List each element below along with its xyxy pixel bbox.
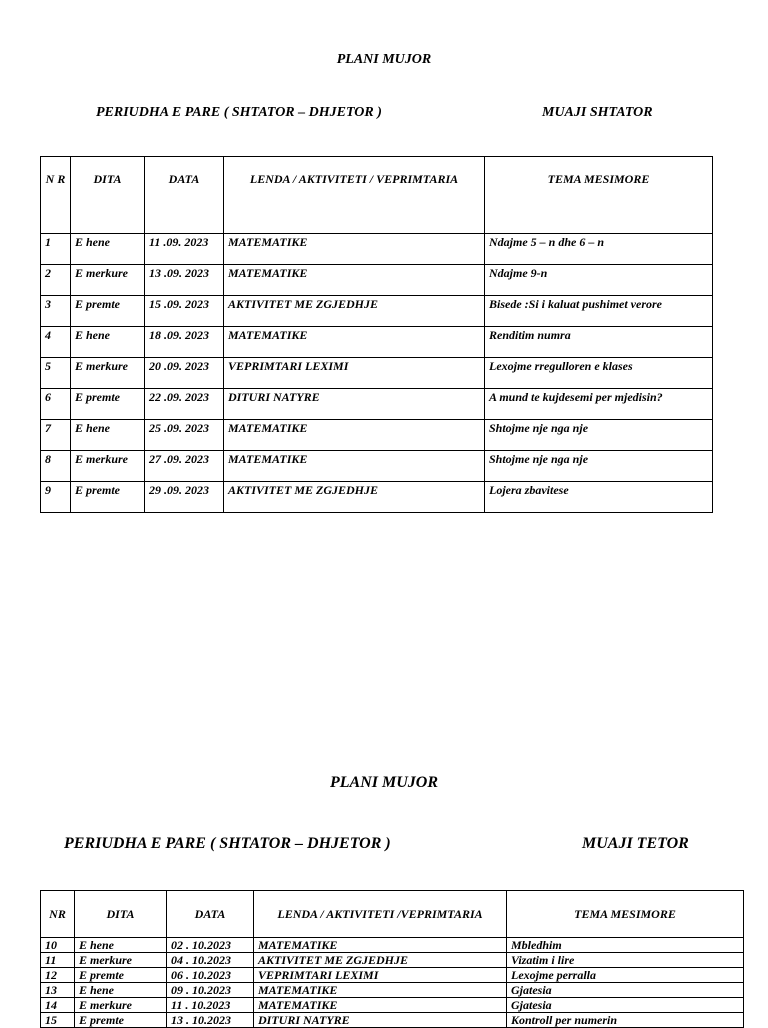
- column-header-tema: TEMA MESIMORE: [485, 157, 713, 234]
- cell-tema: Bisede :Si i kaluat pushimet verore: [485, 296, 713, 327]
- cell-data: 13 .09. 2023: [145, 265, 224, 296]
- period-label: PERIUDHA E PARE ( SHTATOR – DHJETOR ): [64, 835, 391, 852]
- cell-data: 25 .09. 2023: [145, 420, 224, 451]
- page-title: PLANI MUJOR: [336, 52, 432, 67]
- column-header-nr: N R: [41, 157, 71, 234]
- cell-lenda: MATEMATIKE: [224, 420, 485, 451]
- cell-tema: Ndajme 9-n: [485, 265, 713, 296]
- month-label: MUAJI TETOR: [582, 835, 689, 852]
- cell-dita: E merkure: [71, 265, 145, 296]
- cell-tema: Lojera zbavitese: [485, 482, 713, 513]
- cell-lenda: MATEMATIKE: [254, 938, 507, 953]
- cell-data: 15 .09. 2023: [145, 296, 224, 327]
- cell-dita: E premte: [71, 296, 145, 327]
- cell-tema: Mbledhim: [507, 938, 744, 953]
- cell-nr: 8: [41, 451, 71, 482]
- cell-lenda: VEPRIMTARI LEXIMI: [224, 358, 485, 389]
- cell-data: 29 .09. 2023: [145, 482, 224, 513]
- cell-nr: 10: [41, 938, 75, 953]
- table-row: [41, 265, 713, 296]
- cell-lenda: AKTIVITET ME ZGJEDHJE: [254, 953, 507, 968]
- plan-table-october: [40, 890, 744, 1028]
- table-row: [41, 953, 744, 968]
- cell-lenda: MATEMATIKE: [224, 265, 485, 296]
- cell-data: 11 . 10.2023: [167, 998, 254, 1013]
- cell-nr: 15: [41, 1013, 75, 1028]
- cell-dita: E hene: [71, 327, 145, 358]
- cell-data: 09 . 10.2023: [167, 983, 254, 998]
- cell-nr: 6: [41, 389, 71, 420]
- month-label: MUAJI SHTATOR: [542, 105, 653, 120]
- cell-nr: 12: [41, 968, 75, 983]
- table-header-row: [41, 157, 713, 234]
- cell-lenda: DITURI NATYRE: [224, 389, 485, 420]
- cell-nr: 1: [41, 234, 71, 265]
- table-header-row: [41, 891, 744, 938]
- cell-data: 04 . 10.2023: [167, 953, 254, 968]
- cell-lenda: MATEMATIKE: [224, 451, 485, 482]
- cell-data: 02 . 10.2023: [167, 938, 254, 953]
- cell-nr: 14: [41, 998, 75, 1013]
- table-row: [41, 358, 713, 389]
- cell-dita: E merkure: [71, 451, 145, 482]
- cell-lenda: AKTIVITET ME ZGJEDHJE: [224, 296, 485, 327]
- cell-tema: Renditim numra: [485, 327, 713, 358]
- cell-dita: E hene: [75, 938, 167, 953]
- cell-data: 27 .09. 2023: [145, 451, 224, 482]
- cell-nr: 9: [41, 482, 71, 513]
- cell-lenda: MATEMATIKE: [254, 998, 507, 1013]
- table-row: [41, 998, 744, 1013]
- cell-dita: E hene: [75, 983, 167, 998]
- cell-nr: 7: [41, 420, 71, 451]
- cell-nr: 11: [41, 953, 75, 968]
- table-row: [41, 482, 713, 513]
- table-row: [41, 296, 713, 327]
- column-header-data: DATA: [167, 891, 254, 938]
- cell-nr: 2: [41, 265, 71, 296]
- cell-tema: Kontroll per numerin: [507, 1013, 744, 1028]
- cell-lenda: DITURI NATYRE: [254, 1013, 507, 1028]
- cell-lenda: MATEMATIKE: [224, 234, 485, 265]
- period-label: PERIUDHA E PARE ( SHTATOR – DHJETOR ): [96, 105, 382, 120]
- cell-nr: 5: [41, 358, 71, 389]
- cell-tema: Gjatesia: [507, 998, 744, 1013]
- column-header-dita: DITA: [75, 891, 167, 938]
- cell-dita: E merkure: [71, 358, 145, 389]
- table-row: [41, 968, 744, 983]
- cell-dita: E merkure: [75, 998, 167, 1013]
- cell-tema: Lexojme perralla: [507, 968, 744, 983]
- cell-dita: E premte: [75, 968, 167, 983]
- cell-dita: E premte: [75, 1013, 167, 1028]
- column-header-lenda: LENDA / AKTIVITETI /VEPRIMTARIA: [254, 891, 507, 938]
- cell-dita: E merkure: [75, 953, 167, 968]
- cell-dita: E premte: [71, 482, 145, 513]
- column-header-data: DATA: [145, 157, 224, 234]
- cell-lenda: MATEMATIKE: [224, 327, 485, 358]
- column-header-tema: TEMA MESIMORE: [507, 891, 744, 938]
- cell-data: 18 .09. 2023: [145, 327, 224, 358]
- page-title: PLANI MUJOR: [329, 774, 438, 791]
- table-row: [41, 983, 744, 998]
- column-header-dita: DITA: [71, 157, 145, 234]
- cell-data: 11 .09. 2023: [145, 234, 224, 265]
- table-row: [41, 234, 713, 265]
- table-row: [41, 451, 713, 482]
- cell-nr: 13: [41, 983, 75, 998]
- cell-lenda: AKTIVITET ME ZGJEDHJE: [224, 482, 485, 513]
- cell-dita: E premte: [71, 389, 145, 420]
- cell-data: 13 . 10.2023: [167, 1013, 254, 1028]
- cell-dita: E hene: [71, 234, 145, 265]
- cell-lenda: VEPRIMTARI LEXIMI: [254, 968, 507, 983]
- cell-tema: Vizatim i lire: [507, 953, 744, 968]
- table-row: [41, 327, 713, 358]
- cell-tema: Lexojme rregulloren e klases: [485, 358, 713, 389]
- cell-tema: A mund te kujdesemi per mjedisin?: [485, 389, 713, 420]
- table-row: [41, 1013, 744, 1028]
- column-header-lenda: LENDA / AKTIVITETI / VEPRIMTARIA: [224, 157, 485, 234]
- table-row: [41, 389, 713, 420]
- cell-nr: 3: [41, 296, 71, 327]
- cell-nr: 4: [41, 327, 71, 358]
- cell-tema: Shtojme nje nga nje: [485, 420, 713, 451]
- table-row: [41, 420, 713, 451]
- cell-lenda: MATEMATIKE: [254, 983, 507, 998]
- cell-data: 22 .09. 2023: [145, 389, 224, 420]
- table-row: [41, 938, 744, 953]
- cell-data: 06 . 10.2023: [167, 968, 254, 983]
- cell-dita: E hene: [71, 420, 145, 451]
- cell-tema: Shtojme nje nga nje: [485, 451, 713, 482]
- column-header-nr: NR: [41, 891, 75, 938]
- cell-tema: Ndajme 5 – n dhe 6 – n: [485, 234, 713, 265]
- cell-data: 20 .09. 2023: [145, 358, 224, 389]
- plan-table-september: [40, 156, 713, 513]
- cell-tema: Gjatesia: [507, 983, 744, 998]
